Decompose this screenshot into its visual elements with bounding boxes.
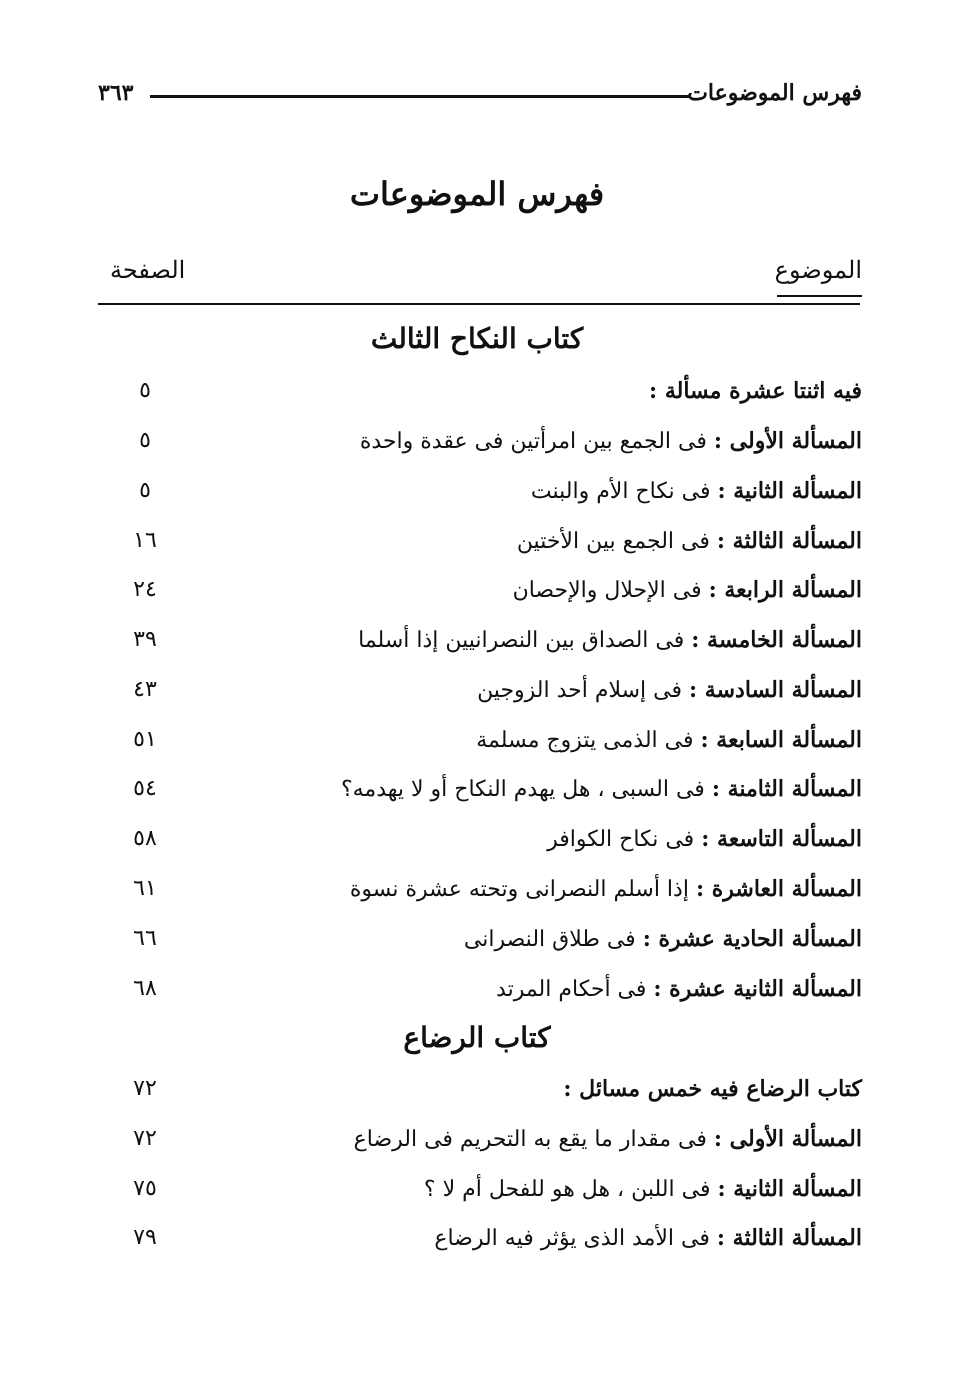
toc-entry-page: ٥٤ <box>133 776 157 801</box>
entry-title: فيه اثنتا عشرة مسألة : <box>649 378 862 404</box>
toc-entry-page: ٥ <box>139 428 151 453</box>
toc-entry-page: ٧٢ <box>133 1126 157 1151</box>
column-header-page: الصفحة <box>110 256 186 284</box>
toc-entry-label <box>358 625 862 656</box>
toc-entry-label <box>517 526 862 557</box>
toc-entry-label <box>434 1223 862 1254</box>
entry-text: فى مقدار ما يقع به التحريم فى الرضاع <box>353 1127 707 1152</box>
toc-entry-label <box>354 1124 862 1155</box>
toc-entry-page: ٥ <box>139 378 151 403</box>
entry-title: المسألة السابعة : <box>700 727 862 753</box>
page-number: ٣٦٣ <box>98 80 134 106</box>
entry-text: فى نكاح الأم والبنت <box>530 479 711 504</box>
toc-entry-page: ٧٥ <box>133 1176 157 1201</box>
entry-title: المسألة الثانية : <box>717 478 862 504</box>
toc-entry-label <box>476 725 862 756</box>
toc-entry-label <box>350 874 862 905</box>
toc-entry-page: ٥ <box>139 478 151 503</box>
toc-entry-label <box>513 575 862 606</box>
running-title: فهرس الموضوعات <box>687 80 862 106</box>
entry-text: فى طلاق النصرانى <box>463 927 636 952</box>
toc-entry-page: ٦٦ <box>133 926 157 951</box>
entry-title: كتاب الرضاع فيه خمس مسائل : <box>563 1076 862 1102</box>
entry-title: المسألة التاسعة : <box>701 826 862 852</box>
entry-title: المسألة السادسة : <box>689 677 862 703</box>
entry-text: فى إسلام أحد الزوجين <box>477 678 683 703</box>
entry-title: المسألة الثانية : <box>717 1176 862 1202</box>
toc-entry-label <box>464 924 862 955</box>
section-heading: كتاب الرضاع <box>403 1021 551 1054</box>
topic-underline <box>777 295 862 297</box>
entry-text: فى الأمد الذى يؤثر فيه الرضاع <box>434 1226 710 1251</box>
entry-title: المسألة الثانية عشرة : <box>653 976 862 1002</box>
entry-text: فى السبى ، هل يهدم النكاح أو لا يهدمه؟ <box>340 777 705 802</box>
entry-title: المسألة الخامسة : <box>691 627 862 653</box>
toc-entry-page: ٢٤ <box>133 577 157 602</box>
entry-title: المسألة العاشرة : <box>695 876 862 902</box>
entry-text: فى الذمى يتزوج مسلمة <box>476 728 694 753</box>
toc-entry-page: ٧٢ <box>133 1076 157 1101</box>
toc-entry-label <box>496 974 862 1005</box>
toc-entry-label <box>547 824 862 855</box>
section-heading: كتاب النكاح الثالث <box>370 322 584 355</box>
toc-entry-label <box>360 426 862 457</box>
toc-entry-page: ٣٩ <box>133 627 157 652</box>
index-title: فهرس الموضوعات <box>349 175 605 213</box>
toc-entry-page: ١٦ <box>133 528 157 553</box>
toc-entry-page: ٥٨ <box>133 826 157 851</box>
entry-text: فى الصداق بين النصرانيين إذا أسلما <box>358 628 685 653</box>
entry-text: فى الإحلال والإحصان <box>512 578 702 603</box>
toc-entry-label <box>531 476 862 507</box>
entry-title: المسألة الثامنة : <box>711 776 862 802</box>
entry-title: المسألة الأولى : <box>713 428 862 454</box>
entry-title: المسألة الحادية عشرة : <box>642 926 862 952</box>
toc-entry-page: ٦١ <box>133 876 157 901</box>
toc-entry-label <box>341 774 862 805</box>
entry-title: المسألة الأولى : <box>713 1126 862 1152</box>
entry-text: فى اللبن ، هل هو للفحل أم لا ؟ <box>423 1177 711 1202</box>
entry-title: المسألة الثالثة : <box>716 1225 862 1251</box>
toc-entry-page: ٥١ <box>133 727 157 752</box>
toc-entry-label <box>649 376 862 407</box>
toc-entry-label <box>563 1074 862 1105</box>
toc-entry-page: ٤٣ <box>133 677 157 702</box>
entry-title: المسألة الرابعة : <box>708 577 862 603</box>
toc-entry-page: ٦٨ <box>133 976 157 1001</box>
header-rule <box>150 95 690 98</box>
table-rule <box>98 303 860 305</box>
toc-entry-label <box>424 1174 862 1205</box>
entry-text: فى أحكام المرتد <box>496 977 647 1002</box>
entry-title: المسألة الثالثة : <box>716 528 862 554</box>
entry-text: فى نكاح الكوافر <box>547 827 695 852</box>
toc-entry-label <box>477 675 862 706</box>
entry-text: إذا أسلم النصرانى وتحته عشرة نسوة <box>349 877 689 902</box>
entry-text: فى الجمع بين امرأتين فى عقدة واحدة <box>359 429 707 454</box>
entry-text: فى الجمع بين الأختين <box>516 529 710 554</box>
column-header-topic: الموضوع <box>774 256 862 284</box>
toc-entry-page: ٧٩ <box>133 1225 157 1250</box>
